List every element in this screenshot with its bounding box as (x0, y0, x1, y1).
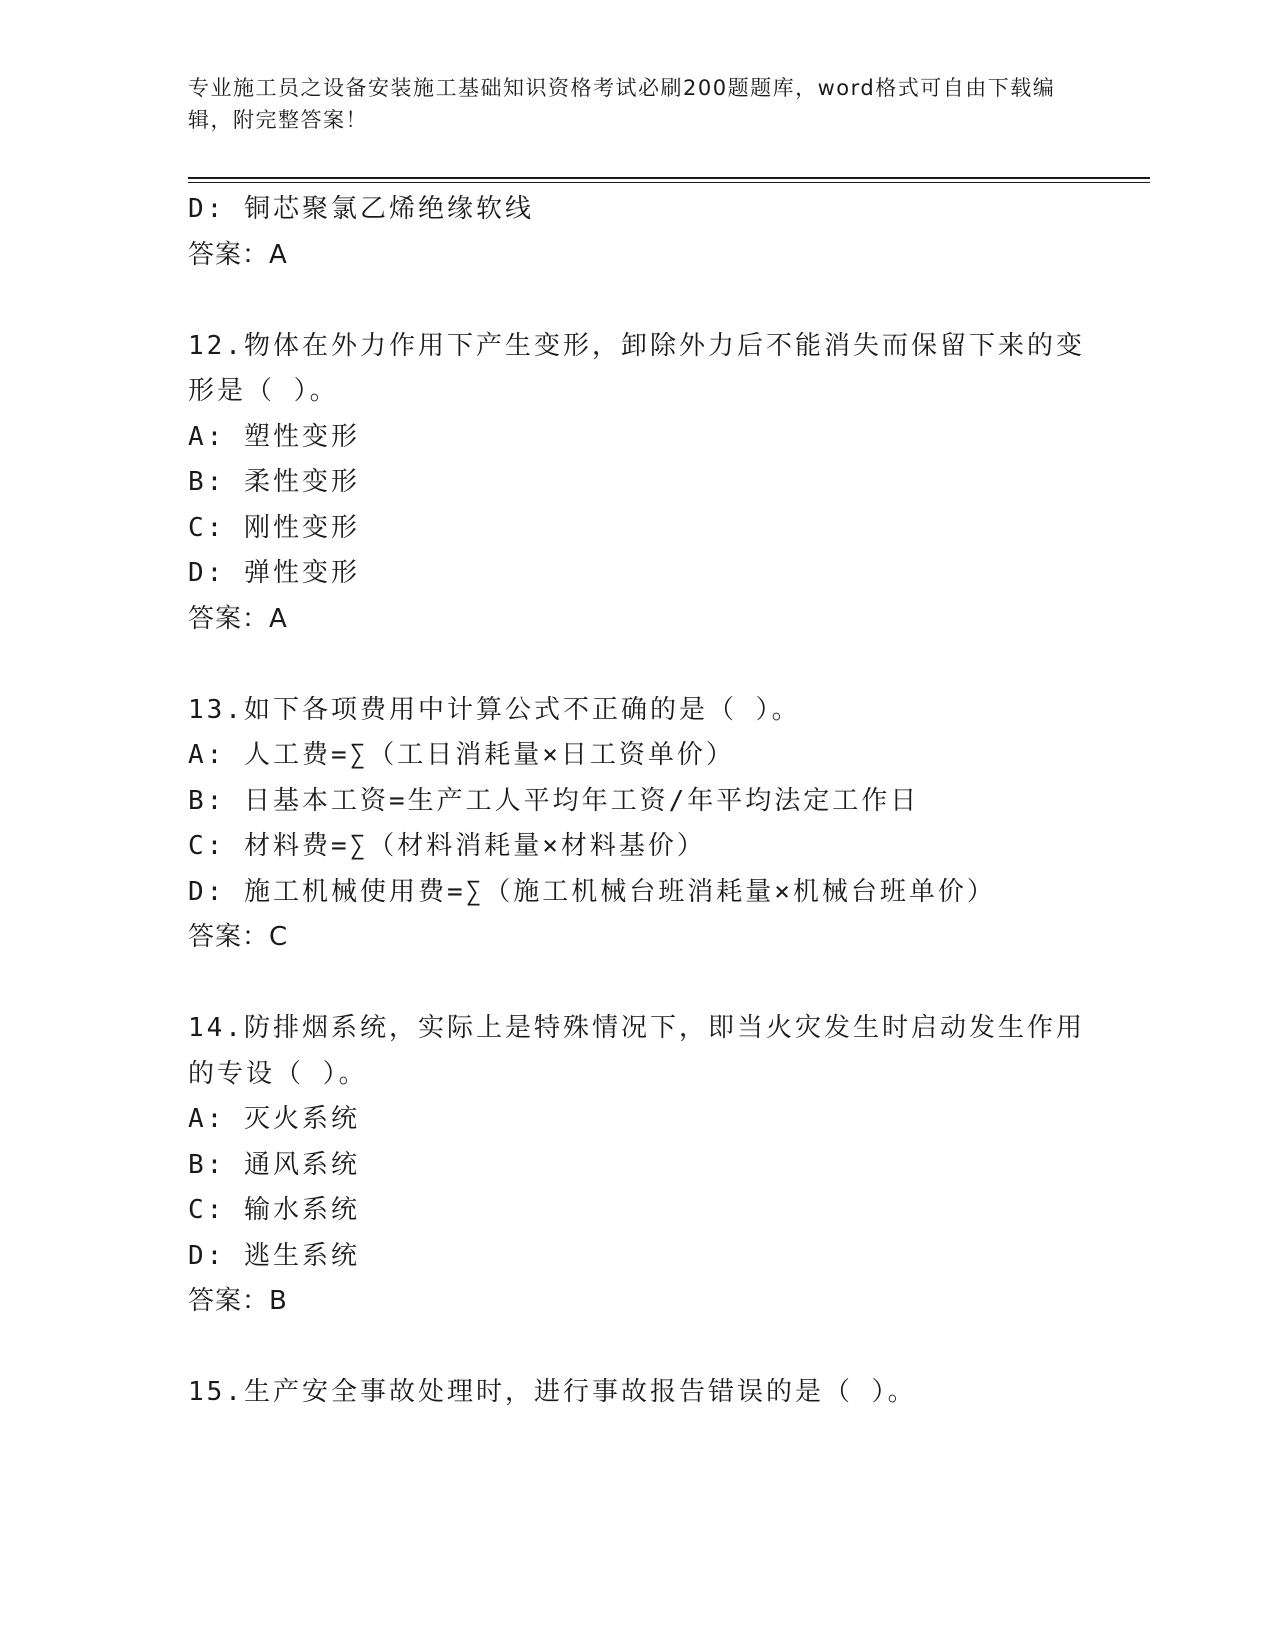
question-12-option-d: D: 弹性变形 (188, 558, 360, 588)
question-14-answer: 答案：B (188, 1286, 288, 1316)
question-14-stem-line2: 的专设（ ）。 (188, 1058, 368, 1089)
question-12 (188, 324, 1088, 643)
question-13-option-d: D: 施工机械使用费=∑（施工机械台班消耗量×机械台班单价） (188, 876, 996, 907)
question-13 (188, 688, 1088, 961)
question-12-answer: 答案：A (188, 603, 288, 634)
question-12-option-b: B: 柔性变形 (188, 467, 360, 497)
question-13-stem-line1: 13.如下各项费用中计算公式不正确的是（ ）。 (188, 694, 801, 725)
question-13-answer: 答案：C (188, 922, 289, 952)
question-12-stem-line1: 12.物体在外力作用下产生变形，卸除外力后不能消失而保留下来的变 (188, 330, 1085, 361)
question-12-option-c: C: 刚性变形 (188, 512, 360, 543)
question-15-stem-line1: 15.生产安全事故处理时，进行事故报告错误的是（ ）。 (188, 1377, 917, 1407)
question-15 (188, 1370, 1088, 1416)
question-13-option-b: B: 日基本工资=生产工人平均年工资/年平均法定工作日 (188, 785, 920, 816)
spacer (188, 961, 1088, 1007)
question-content (188, 187, 1088, 1416)
prev-option-d: D: 铜芯聚氯乙烯绝缘软线 (188, 194, 534, 224)
question-13-option-a: A: 人工费=∑（工日消耗量×日工资单价） (188, 740, 735, 770)
spacer (188, 642, 1088, 688)
header-rule-thick (188, 177, 1150, 179)
header-rule-thin (188, 182, 1150, 183)
page-header-title: 专业施工员之设备安装施工基础知识资格考试必刷200题题库，word格式可自由下载编辑，附完整答案！ (188, 76, 1056, 132)
question-14 (188, 1006, 1088, 1325)
prev-answer: 答案：A (188, 239, 288, 270)
question-12-option-a: A: 塑性变形 (188, 421, 360, 452)
question-14-option-a: A: 灭火系统 (188, 1104, 360, 1134)
question-14-option-c: C: 输水系统 (188, 1195, 360, 1225)
spacer (188, 278, 1088, 324)
question-14-option-d: D: 逃生系统 (188, 1240, 360, 1271)
question-12-stem-line2: 形是（ ）。 (188, 376, 339, 406)
question-14-option-b: B: 通风系统 (188, 1149, 360, 1180)
question-14-stem-line1: 14.防排烟系统，实际上是特殊情况下，即当火灾发生时启动发生作用 (188, 1013, 1085, 1043)
question-13-option-c: C: 材料费=∑（材料消耗量×材料基价） (188, 831, 706, 861)
spacer (188, 1325, 1088, 1371)
